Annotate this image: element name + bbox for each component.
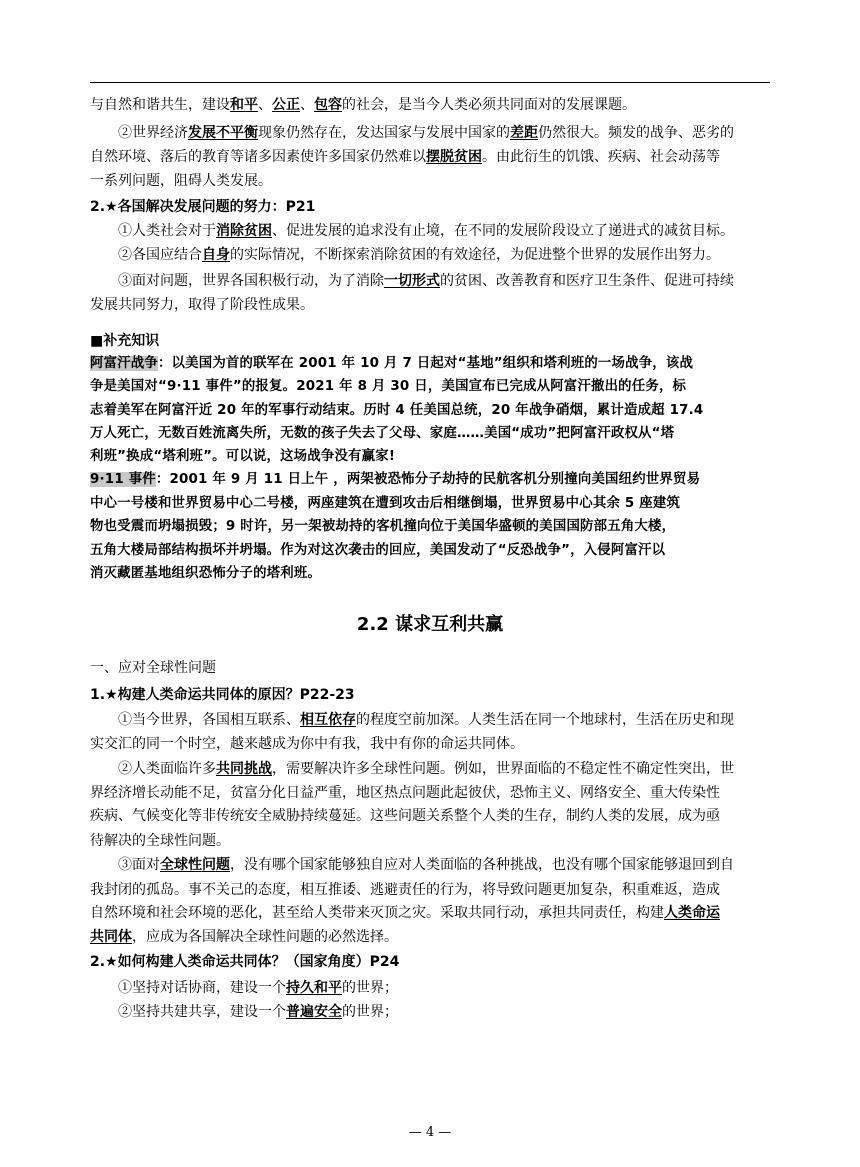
text-run: 疾病、气候变化等非传统安全威胁持续蔓延。这些问题关系整个人类的生存，制约人类的发展，成为亟	[90, 808, 720, 824]
text-run: 、	[300, 97, 314, 113]
text-run: 1.★构建人类命运共同体的原因？P22-23	[90, 687, 355, 703]
text-run: 一、应对全球性问题	[90, 660, 216, 676]
text-run: 、促进发展的追求没有止境，在不同的发展阶段设立了递进式的减贫目标。	[272, 223, 734, 239]
text-run: 的世界；	[342, 1004, 398, 1020]
subheading-line	[90, 658, 780, 678]
text-run: 仍然很大。频发的战争、恶劣的	[538, 125, 734, 141]
text-run: 自然环境和社会环境的恶化，甚至给人类带来灭顶之灾。采取共同行动，承担共同责任，构建	[90, 905, 664, 921]
supplement-line	[90, 517, 780, 537]
text-run: ②坚持共建共享，建设一个	[118, 1004, 286, 1020]
text-run: 界经济增长动能不足，贫富分化日益严重，地区热点问题此起彼伏，恐怖主义、网络安全、重大传染性	[90, 785, 720, 801]
text-run: 实交汇的同一个时空，越来越成为你中有我，我中有你的命运共同体。	[90, 736, 524, 752]
item-line	[90, 903, 780, 923]
header-rule	[90, 82, 770, 83]
keyword: 摆脱贫困	[426, 149, 482, 165]
item-line	[90, 927, 780, 947]
keyword: 差距	[510, 125, 538, 141]
text-run: ②各国应结合	[118, 247, 202, 263]
text-run: ：以美国为首的联军在 2001 年 10 月 7 日起对“基地”组织和塔利班的一场战争，该战	[157, 356, 694, 371]
item-line	[90, 880, 780, 900]
text-run: ①人类社会对于	[118, 223, 216, 239]
supplement-line	[90, 401, 780, 421]
keyword: 共同挑战	[216, 761, 272, 777]
intro-line	[90, 171, 780, 191]
text-run: 的世界；	[342, 980, 398, 996]
text-run: 待解决的全球性问题。	[90, 833, 230, 849]
text-run: 与自然和谐共生，建设	[90, 97, 230, 113]
text-run: 现象仍然存在，发达国家与发展中国家的	[258, 125, 510, 141]
text-run: 我封闭的孤岛。事不关己的态度，相互推诿、逃避责任的行为，将导致问题更加复杂，积重难返，造成	[90, 882, 720, 898]
keyword: 和平	[230, 97, 258, 113]
intro-line	[90, 147, 780, 167]
intro-line	[118, 123, 808, 143]
keyword: 持久和平	[286, 980, 342, 996]
text-run: 的实际情况，不断探索消除贫困的有效途径，为促进整个世界的发展作出努力。	[230, 247, 720, 263]
item-line	[118, 271, 808, 291]
heading-line	[90, 197, 780, 217]
text-run: ，应成为各国解决全球性问题的必然选择。	[132, 929, 398, 945]
text-run: ①坚持对话协商，建设一个	[118, 980, 286, 996]
keyword: 公正	[272, 97, 300, 113]
keyword: 包容	[314, 97, 342, 113]
text-run: 的社会，是当今人类必须共同面对的发展课题。	[342, 97, 636, 113]
text-run: ③面对问题，世界各国积极行动，为了消除	[118, 273, 384, 289]
keyword: 相互依存	[300, 712, 356, 728]
text-run: 中心一号楼和世界贸易中心二号楼，两座建筑在遭到攻击后相继倒塌，世界贸易中心其余 5 座建筑	[90, 496, 681, 511]
highlighted-term: 阿富汗战争	[90, 356, 158, 371]
text-run: 自然环境、落后的教育等诸多因素使许多国家仍然难以	[90, 149, 426, 165]
item-line	[90, 295, 780, 315]
item-line	[90, 806, 780, 826]
text-run: 的贫困、改善教育和医疗卫生条件、促进可持续	[440, 273, 734, 289]
keyword: 消除贫困	[216, 223, 272, 239]
text-run: 2.★各国解决发展问题的努力：P21	[90, 199, 316, 215]
text-run: 物也受震而坍塌损毁；9 时许，另一架被劫持的客机撞向位于美国华盛顿的美国国防部五角大楼，	[90, 519, 676, 534]
item-line	[118, 245, 808, 265]
item-line	[118, 710, 808, 730]
supplement-line	[90, 447, 780, 467]
highlighted-term: 9·11 事件	[90, 472, 156, 487]
item-line	[118, 221, 808, 241]
keyword: 全球性问题	[160, 857, 230, 873]
text-run: 利班”换成“塔利班”。可以说，这场战争没有赢家!	[90, 449, 396, 464]
text-run: ，没有哪个国家能够独自应对人类面临的各种挑战，也没有哪个国家能够退回到自	[230, 857, 734, 873]
text-run: ②世界经济	[118, 125, 188, 141]
heading-line	[90, 331, 780, 351]
keyword: 一切形式	[384, 273, 440, 289]
text-run: ，需要解决许多全球性问题。例如，世界面临的不稳定性不确定性突出，世	[272, 761, 734, 777]
text-run: 万人死亡，无数百姓流离失所，无数的孩子失去了父母、家庭……美国“成功”把阿富汗政权从“塔	[90, 426, 675, 441]
supplement-line	[90, 564, 780, 584]
text-run: ①当今世界，各国相互联系、	[118, 712, 300, 728]
keyword: 自身	[202, 247, 230, 263]
text-run: 、	[258, 97, 272, 113]
item-line	[90, 734, 780, 754]
text-run: 2.★如何构建人类命运共同体？（国家角度）P24	[90, 954, 400, 970]
text-run: 发展共同努力，取得了阶段性成果。	[90, 297, 314, 313]
supplement-line	[90, 354, 780, 374]
item-line	[90, 783, 780, 803]
keyword: 人类命运	[664, 905, 720, 921]
heading-line	[90, 952, 780, 972]
item-line	[118, 759, 808, 779]
text-run: 一系列问题，阻碍人类发展。	[90, 173, 272, 189]
item-line	[118, 978, 808, 998]
item-line	[118, 1002, 808, 1022]
page-number: — 4 —	[408, 1125, 452, 1140]
text-run: ②人类面临许多	[118, 761, 216, 777]
supplement-line	[90, 494, 780, 514]
item-line	[90, 831, 780, 851]
text-run: ③面对	[118, 857, 160, 873]
item-line	[118, 855, 808, 875]
keyword: 普遍安全	[286, 1004, 342, 1020]
supplement-line	[90, 541, 780, 561]
text-run: ■补充知识	[90, 333, 160, 349]
intro-line	[90, 95, 780, 115]
text-run: 五角大楼局部结构损坏并坍塌。作为对这次袭击的回应，美国发动了“反恐战争”，入侵阿富汗以	[90, 543, 666, 558]
text-run: 消灭藏匿基地组织恐怖分子的塔利班。	[90, 566, 322, 581]
heading-line	[90, 685, 780, 705]
text-run: 的程度空前加深。人类生活在同一个地球村，生活在历史和现	[356, 712, 734, 728]
supplement-line	[90, 424, 780, 444]
text-run: ：2001 年 9 月 11 日上午 ，两架被恐怖分子劫持的民航客机分别撞向美国纽约世界贸易	[155, 472, 701, 487]
section-title: 2.2 谋求互利共赢	[356, 614, 504, 635]
text-run: 志着美军在阿富汗近 20 年的军事行动结束。历时 4 任美国总统，20 年战争硝烟，累计造成超 17.4	[90, 403, 704, 418]
keyword: 共同体	[90, 929, 132, 945]
supplement-line	[90, 470, 780, 490]
supplement-line	[90, 377, 780, 397]
keyword: 发展不平衡	[188, 125, 258, 141]
text-run: 。由此衍生的饥饿、疾病、社会动荡等	[482, 149, 720, 165]
text-run: 争是美国对“9·11 事件”的报复。2021 年 8 月 30 日，美国宣布已完成从阿富汗撤出的任务，标	[90, 379, 687, 394]
